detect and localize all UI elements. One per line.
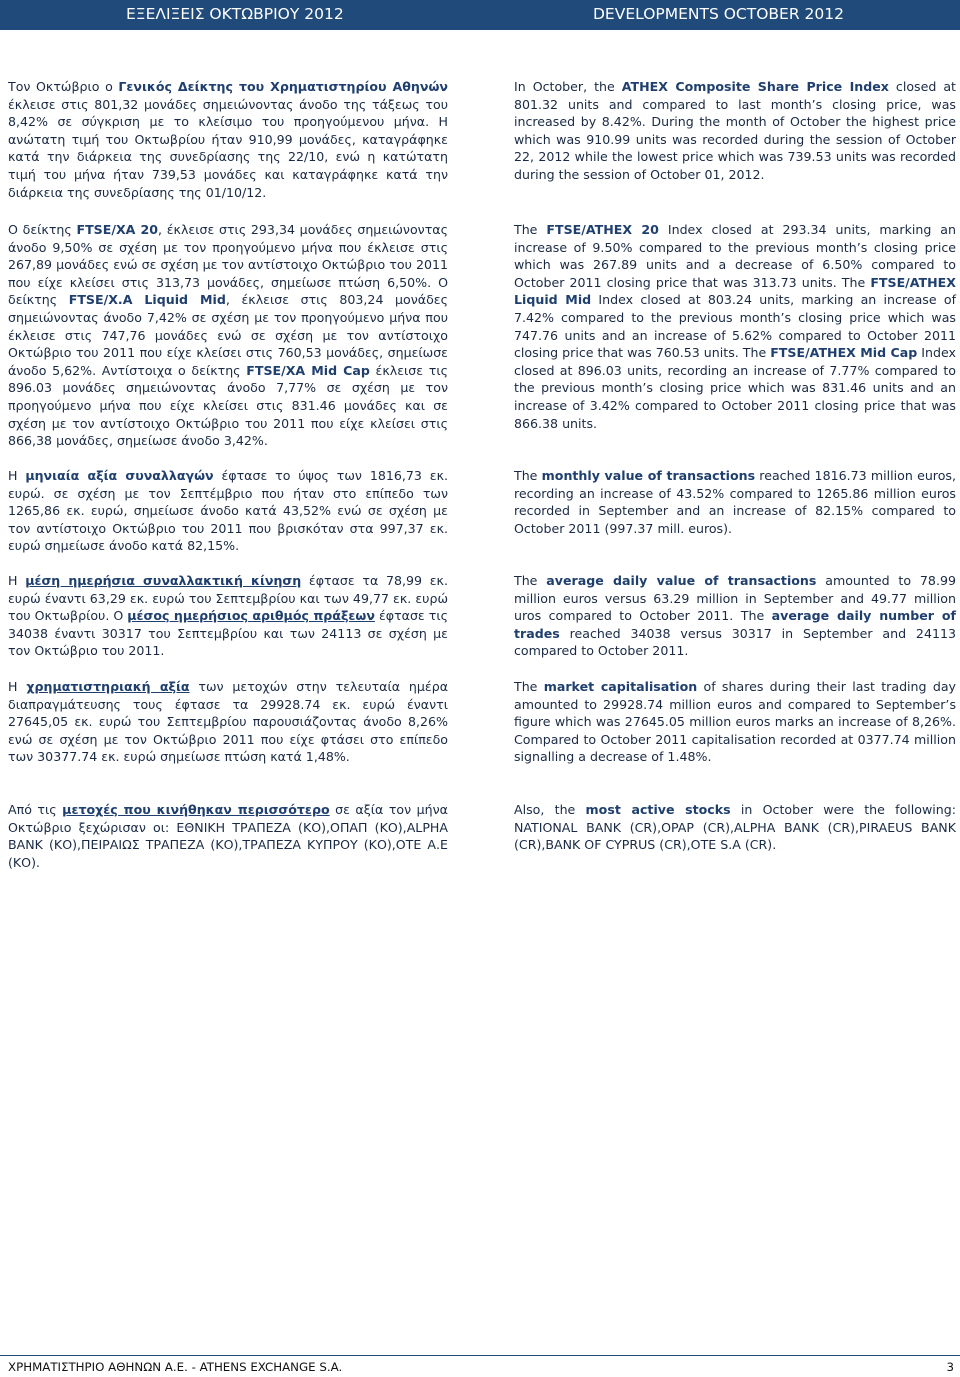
greek-paragraph-ftse-indices: Ο δείκτης FTSE/XA 20, έκλεισε στις 293,34 μονάδες σημειώνοντας άνοδο 9,50% σε σχέση με τον προηγούμενο μήνα που έκλεισε στις 267,89 μονάδες ενώ σε σχέση με τον αντίστοιχο Οκτώβριο του 2011 που είχε κλείσει στις 313,73 μονάδες, σημείωσε πτώση 6,50%. Ο δείκτης FTSE/X.A Liquid Mid, έκλεισε στις 803,24 μονάδες σημειώνοντας άνοδο 7,42% σε σχέση με τον προηγούμενο μήνα που έκλεισε στις 747,76 μονάδες ενώ σε σχέση με τον αντίστοιχο Οκτώβριο του 2011 που είχε κλείσει στις 760,53 μονάδες, σημείωσε άνοδο 5,62%. Αντίστοιχα ο δείκτης FTSE/XA Mid Cap έκλεισε τις 896.03 μονάδες σημειώνοντας άνοδο 7,77% σε σχέση με τον προηγούμενο μήνα που είχε κλείσει στις 831.46 μονάδες και σε σχέση με τον αντίστοιχο Οκτώβριο του 2011 που είχε κλείσει στις 866,38 μονάδες, σημείωσε άνοδο 3,42%. [8,222,448,449]
english-paragraph-ftse-indices: The FTSE/ATHEX 20 Index closed at 293.34 units, marking an increase of 9.50% compared to the previous month’s closing price which was 267.89 units and a decrease of 6.50% compared to October 2011 closing price that was 313.73 units. The FTSE/ATHEX Liquid Mid Index closed at 803.24 units, marking an increase of 7.42% compared to the previous month’s closing price which was 747.76 units and an increase of 5.62% compared to October 2011 closing price that was 760.53 units. The FTSE/ATHEX Mid Cap Index closed at 896.03 units, recording an increase of 7.77% compared to the previous month’s closing price which was 831.46 units and an increase of 3.42% compared to October 2011 closing price that was 866.38 units. [514,222,957,431]
greek-paragraph-monthly-value: Η μηνιαία αξία συναλλαγών έφτασε το ύψος των 1816,73 εκ. ευρώ. σε σχέση με τον Σεπτέμβριο που ήταν στο επίπεδο των 1265,86 εκ. ευρώ, σημείωσε άνοδο κατά 43,52% ενώ σε σχέση με τον αντίστοιχο Οκτώβριο του 2011 που βρισκόταν στα 997,37 εκ. ευρώ σημείωσε άνοδο κατά 82,15%. [8,468,448,554]
english-paragraph-monthly-value: The monthly value of transactions reached 1816.73 million euros, recording an increase of 43.52% compared to 1265.86 million euros recorded in September and an increase of 82.15% compared to October 2011 (997.37 mill. euros). [514,468,956,536]
header-title-greek: ΕΞΕΛΙΞΕΙΣ ΟΚΤΩΒΡΙΟΥ 2012 [126,5,344,23]
english-paragraph-daily-value: The average daily value of transactions amounted to 78.99 million euros versus 63.29 million in September and 49.77 million uros compared to October 2011. The average daily number of trades reached 34038 versus 30317 in September and 24113 compared to October 2011. [514,573,956,659]
greek-paragraph-market-cap: Η χρηματιστηριακή αξία των μετοχών στην τελευταία ημέρα διαπραγμάτευσης τους έφτασε τα 29928.74 εκ. ευρώ έναντι 27645,05 εκ. ευρώ του Σεπτεμβρίου παρουσιάζοντας άνοδο 8,26% ενώ σε σχέση με τον Οκτώβριο 2011 που είχε φτάσει στο επίπεδο των 30377.74 εκ. ευρώ σημείωσε πτώση κατά 1,48%. [8,679,449,765]
english-paragraph-athex-index: In October, the ATHEX Composite Share Price Index closed at 801.32 units and compared to last month’s closing price, was increased by 8.42%. During the month of October the highest price which was 910.99 units was recorded during the session of October 22, 2012 while the lowest price which was 739.53 units was recorded during the session of October 01, 2012. [514,79,956,182]
greek-paragraph-active-stocks: Από τις μετοχές που κινήθηκαν περισσότερο σε αξία τον μήνα Οκτώβριο ξεχώρισαν οι: ΕΘΝΙΚΗ ΤΡΑΠΕΖΑ (ΚΟ),ΟΠΑΠ (ΚΟ),ALPHA BANK (ΚΟ),ΠΕΙΡΑΙΩΣ ΤΡΑΠΕΖΑ (ΚΟ),ΤΡΑΠΕΖΑ ΚΥΠΡΟΥ (ΚΟ),ΟΤΕ Α.Ε (ΚΟ). [8,802,448,870]
english-paragraph-market-cap: The market capitalisation of shares during their last trading day amounted to 29928.74 million euros and compared to September’s figure which was 27645.05 million euros marks an increase of 8,26%. Compared to October 2011 capitalisation recorded at 0377.74 million signalling a decrease of 1.48%. [514,679,956,765]
page-footer [0,1355,960,1377]
header-title-english: DEVELOPMENTS OCTOBER 2012 [592,5,844,23]
greek-paragraph-athex-index: Τον Οκτώβριο ο Γενικός Δείκτης του Χρηματιστηρίου Αθηνών έκλεισε στις 801,32 μονάδες σημειώνοντας άνοδο της τάξεως του 8,42% σε σύγκριση με το κλείσιμο του προηγούμενου μήνα. Η ανώτατη τιμή του Οκτωβρίου ήταν 910,99 μονάδες, καταγράφηκε κατά την διάρκεια της συνεδρίασης της 22/10, ενώ η κατώτατη τιμή του μήνα ήταν 739,53 μονάδες και καταγράφηκε κατά την διάρκεια της συνεδρίασης της 01/10/12. [8,79,448,200]
page-header [0,0,960,30]
footer-company-name: ΧΡΗΜΑΤΙΣΤΗΡΙΟ ΑΘΗΝΩΝ Α.Ε. - ATHENS EXCHANGE S.A. [8,1360,343,1374]
greek-paragraph-daily-value: Η μέση ημερήσια συναλλακτική κίνηση έφτασε τα 78,99 εκ. ευρώ έναντι 63,29 εκ. ευρώ του Σεπτεμβρίου και των 49,77 εκ. ευρώ του Οκτωβρίου. Ο μέσος ημερήσιος αριθμός πράξεων έφτασε τις 34038 έναντι 30317 του Σεπτεμβρίου και των 24113 σε σχέση με τον Οκτώβριο του 2011. [8,573,448,659]
english-paragraph-active-stocks: Also, the most active stocks in October were the following: NATIONAL BANK (CR),OPAP (CR),ALPHA BANK (CR),PIRAEUS BANK (CR),BANK OF CYPRUS (CR),OTE S.A (CR). [514,802,956,853]
page-number: 3 [946,1360,954,1374]
